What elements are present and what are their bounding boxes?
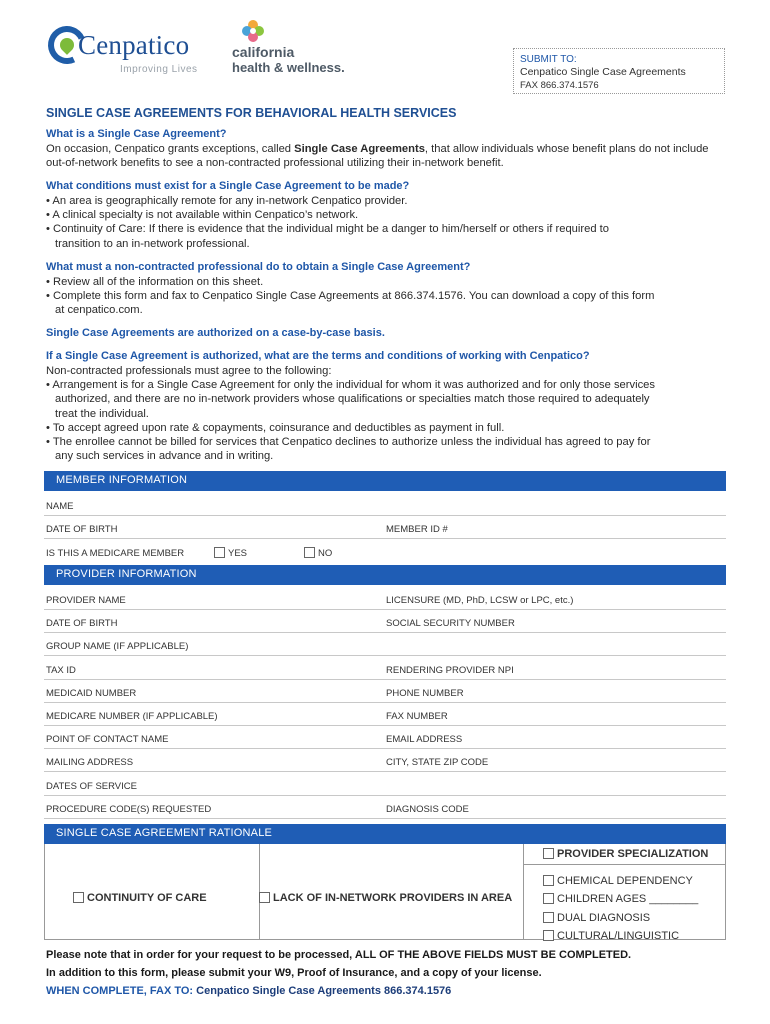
rationale-header: SINGLE CASE AGREEMENT RATIONALE	[44, 824, 726, 844]
member-dob-label: DATE OF BIRTH	[46, 524, 118, 535]
cenpatico-tagline: Improving Lives	[120, 64, 198, 75]
question-terms: If a Single Case Agreement is authorized, what are the terms and conditions of working with Cenpatico?	[46, 350, 590, 362]
flower-icon	[240, 18, 266, 44]
field-label-right: FAX NUMBER	[386, 711, 448, 722]
provider-field-row[interactable]	[44, 587, 726, 610]
provider-field-row[interactable]	[44, 657, 726, 680]
lack-of-providers-option[interactable]	[259, 892, 512, 904]
field-label-left: DATE OF BIRTH	[46, 618, 118, 630]
chw-wordmark-line1: california	[232, 44, 295, 60]
field-label-right: RENDERING PROVIDER NPI	[386, 664, 514, 676]
checkbox-icon[interactable]	[304, 547, 315, 558]
no-label: NO	[318, 548, 333, 559]
list-item: • Complete this form and fax to Cenpatico Single Case Agreements at 866.374.1576. You can download a copy of this form	[46, 290, 655, 303]
footer-note-2: In addition to this form, please submit your W9, Proof of Insurance, and a copy of your license.	[46, 967, 542, 979]
specialization-label: PROVIDER SPECIALIZATION	[557, 848, 709, 860]
list-item-continued: any such services in advance and in writing.	[55, 450, 274, 463]
submit-label: SUBMIT TO:	[520, 54, 577, 65]
provider-field-row[interactable]	[44, 680, 726, 703]
list-item: • To accept agreed upon rate & copayments, coinsurance and deductibles as payment in full.	[46, 421, 505, 434]
list-item: • Review all of the information on this sheet.	[46, 276, 264, 288]
chw-logo	[232, 18, 372, 78]
list-item-continued: at cenpatico.com.	[55, 304, 143, 317]
page-title: SINGLE CASE AGREEMENTS FOR BEHAVIORAL HEALTH SERVICES	[46, 106, 457, 120]
answer-what-is	[46, 142, 728, 170]
list-item: • The enrollee cannot be billed for services that Cenpatico declines to authorize unless the individual has agreed to pay for	[46, 436, 651, 449]
question-what-is: What is a Single Case Agreement?	[46, 128, 227, 140]
spec-chemical-option[interactable]	[543, 872, 698, 890]
submit-recipient: Cenpatico Single Case Agreements	[520, 66, 686, 78]
checkbox-icon[interactable]	[73, 892, 84, 903]
field-label-left: TAX ID	[46, 664, 76, 676]
member-dob-row[interactable]	[44, 516, 726, 539]
authorized-note: Single Case Agreements are authorized on a case-by-case basis.	[46, 327, 385, 339]
checkbox-icon[interactable]	[543, 912, 554, 923]
provider-field-row[interactable]	[44, 796, 726, 819]
question-must-do: What must a non-contracted professional do to obtain a Single Case Agreement?	[46, 261, 471, 273]
provider-specialization-option[interactable]	[543, 848, 708, 860]
cenpatico-logo	[46, 24, 206, 80]
spec-cultural-option[interactable]	[543, 927, 698, 945]
fax-to-value: Cenpatico Single Case Agreements 866.374.1576	[193, 985, 452, 997]
field-label-left: POINT OF CONTACT NAME	[46, 734, 169, 746]
checkbox-icon[interactable]	[214, 547, 225, 558]
field-label-left: PROCEDURE CODE(S) REQUESTED	[46, 803, 212, 815]
medicare-no-option[interactable]	[304, 547, 332, 559]
divider	[523, 864, 726, 865]
checkbox-icon[interactable]	[543, 930, 554, 941]
field-label-left: MEDICARE NUMBER (IF APPLICABLE)	[46, 711, 218, 722]
question-conditions: What conditions must exist for a Single Case Agreement to be made?	[46, 180, 410, 192]
field-label-right: LICENSURE (MD, PhD, LCSW or LPC, etc.)	[386, 595, 574, 606]
lack-label: LACK OF IN-NETWORK PROVIDERS IN AREA	[273, 892, 513, 904]
spec-children-option[interactable]	[543, 890, 698, 908]
yes-label: YES	[228, 548, 248, 559]
list-item-continued: transition to an in-network professional.	[55, 237, 250, 250]
checkbox-icon[interactable]	[259, 892, 270, 903]
medicare-member-row	[44, 539, 726, 562]
list-item: • An area is geographically remote for any in-network Cenpatico provider.	[46, 195, 408, 207]
field-label-right: PHONE NUMBER	[386, 687, 464, 699]
submit-to-box	[513, 48, 725, 94]
footer-note-1: Please note that in order for your request to be processed, ALL OF THE ABOVE FIELDS MUST BE COMPLETED.	[46, 949, 632, 961]
specialization-list	[543, 872, 698, 946]
continuity-of-care-option[interactable]	[73, 892, 207, 904]
medicare-question: IS THIS A MEDICARE MEMBER	[46, 548, 185, 559]
list-item: • Continuity of Care: If there is evidence that the individual might be a danger to him/herself or others if required to	[46, 223, 609, 236]
provider-field-row[interactable]	[44, 726, 726, 749]
medicare-yes-option[interactable]	[214, 547, 247, 559]
checkbox-icon[interactable]	[543, 893, 554, 904]
field-label-right: DIAGNOSIS CODE	[386, 803, 469, 815]
field-label-left: GROUP NAME (IF APPLICABLE)	[46, 641, 189, 653]
provider-field-row[interactable]	[44, 633, 726, 656]
checkbox-icon[interactable]	[543, 875, 554, 886]
provider-field-row[interactable]	[44, 703, 726, 726]
list-item-continued: treat the individual.	[55, 407, 149, 420]
divider	[523, 844, 524, 940]
footer-note-3	[46, 985, 451, 997]
field-label-left: MEDICAID NUMBER	[46, 687, 137, 699]
rationale-table	[44, 844, 726, 943]
continuity-label: CONTINUITY OF CARE	[87, 892, 207, 904]
checkbox-icon[interactable]	[543, 848, 554, 859]
answer-text-2: , that allow individuals whose benefit plans do not include out-of-network benefits to see a non-contracted professional utilizing their in-network benefit.	[46, 143, 709, 170]
member-name-field[interactable]	[44, 493, 726, 516]
list-item: • Arrangement is for a Single Case Agreement for only the individual for whom it was authorized and for only those services	[46, 379, 655, 392]
must-do-list	[46, 275, 728, 318]
field-label-left: MAILING ADDRESS	[46, 757, 134, 769]
answer-bold-term: Single Case Agreements	[294, 143, 425, 155]
terms-list	[46, 364, 728, 463]
spec-label: DUAL DIAGNOSIS	[557, 911, 651, 924]
conditions-list	[46, 194, 728, 251]
fax-to-label: WHEN COMPLETE, FAX TO:	[46, 985, 194, 997]
answer-text-1: On occasion, Cenpatico grants exceptions, called	[46, 143, 295, 155]
chw-wordmark-line2: health & wellness.	[232, 60, 345, 75]
provider-field-row[interactable]	[44, 749, 726, 772]
cenpatico-wordmark: Cenpatico	[78, 30, 190, 60]
spec-dual-option[interactable]	[543, 909, 698, 927]
field-label-right: CITY, STATE ZIP CODE	[386, 757, 489, 769]
provider-info-header: PROVIDER INFORMATION	[44, 565, 726, 585]
field-label: NAME	[46, 501, 74, 512]
submit-fax: FAX 866.374.1576	[520, 80, 599, 91]
field-label-right: SOCIAL SECURITY NUMBER	[386, 618, 515, 630]
provider-field-row[interactable]	[44, 773, 726, 796]
field-label-right: EMAIL ADDRESS	[386, 734, 463, 746]
terms-intro: Non-contracted professionals must agree to the following:	[46, 365, 332, 377]
member-info-header: MEMBER INFORMATION	[44, 471, 726, 491]
list-item-continued: authorized, and there are no in-network providers whose qualifications or specialties match those required to adequately	[55, 393, 650, 406]
spec-label: CULTURAL/LINGUISTIC	[557, 930, 680, 943]
list-item: • A clinical specialty is not available within Cenpatico’s network.	[46, 209, 359, 222]
spec-label: CHEMICAL DEPENDENCY	[557, 875, 693, 887]
provider-field-row[interactable]	[44, 610, 726, 633]
spec-label: CHILDREN AGES ________	[557, 893, 699, 906]
field-label-left: DATES OF SERVICE	[46, 780, 137, 792]
field-label-left: PROVIDER NAME	[46, 595, 126, 606]
member-id-label: MEMBER ID #	[386, 524, 448, 535]
